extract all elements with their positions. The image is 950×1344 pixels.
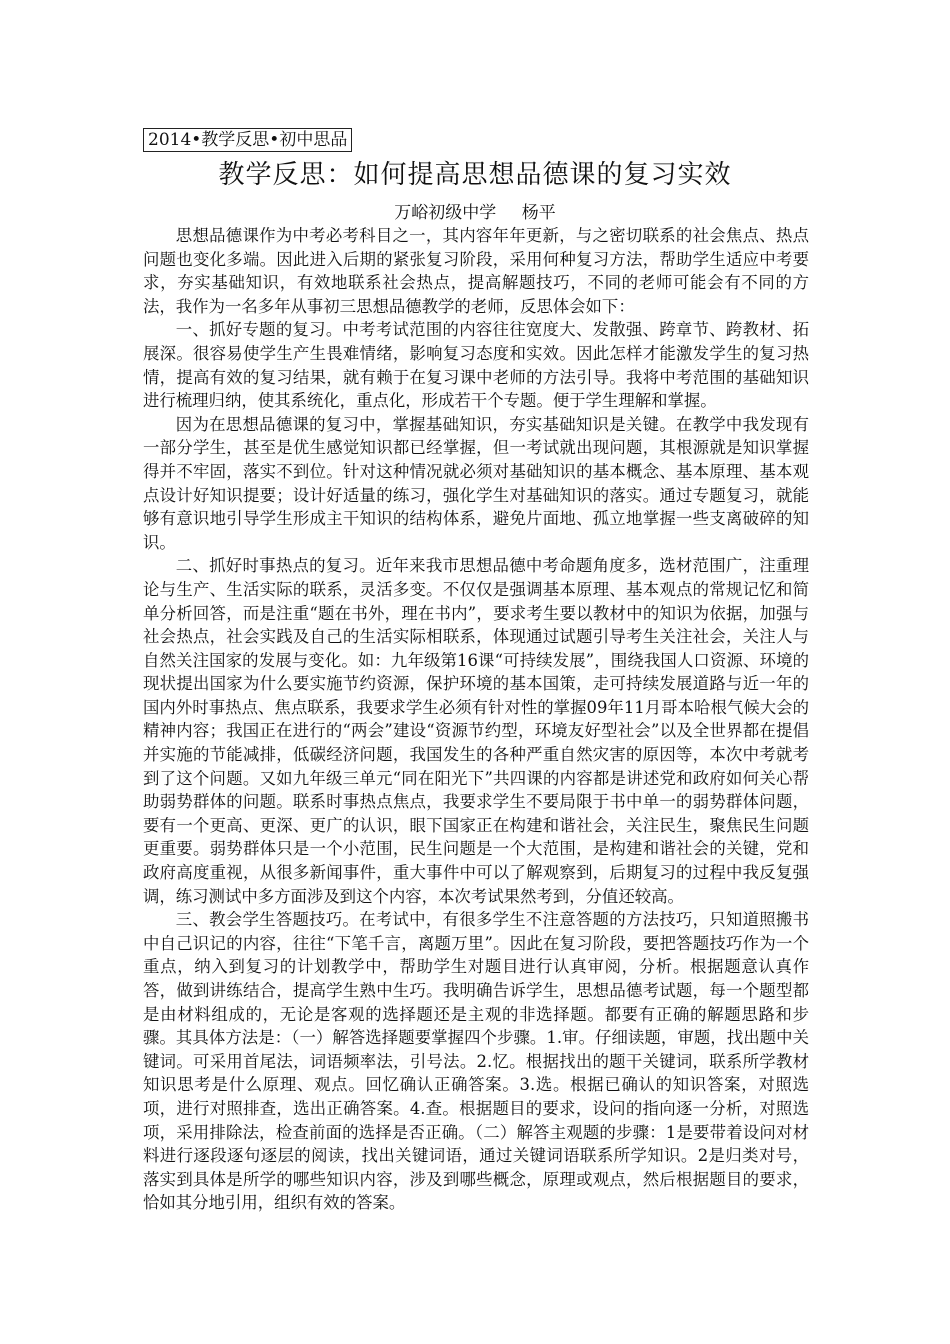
- paragraph-section-2: 二、抓好时事热点的复习。近年来我市思想品德中考命题角度多，选材范围广，注重理论与生产、生活实际的联系，灵活多变。不仅仅是强调基本原理、基本观点的常规记忆和简单分析回答，而是注重“题在书外，理在书内”，要求考生要以教材中的知识为依据，加强与社会热点，社会实践及自己的生活实际相联系，体现通过试题引导考生关注社会，关注人与自然关注国家的发展与变化。如：九年级第16课“可持续发展”，围绕我国人口资源、环境的现状提出国家为什么要实施节约资源，保护环境的基本国策，走可持续发展道路与近一年的国内外时事热点、焦点联系，我要求学生必须有针对性的掌握09年11月哥本哈根气候大会的精神内容；我国正在进行的“两会”建设“资源节约型，环境友好型社会”以及全世界都在提倡并实施的节能减排，低碳经济问题，我国发生的各种严重自然灾害的原因等，本次中考就考到了这个问题。又如九年级三单元“同在阳光下”共四课的内容都是讲述党和政府如何关心帮助弱势群体的问题。联系时事热点焦点，我要求学生不要局限于书中单一的弱势群体问题，要有一个更高、更深、更广的认识，眼下国家正在构建和谐社会，关注民生，聚焦民生问题更重要。弱势群体只是一个小范围，民生问题是一个大范围，是构建和谐社会的关键，党和政府高度重视，从很多新闻事件，重大事件中可以了解观察到，后期复习的过程中我反复强调，练习测试中多方面涉及到这个内容，本次考试果然考到，分值还较高。: [143, 556, 809, 906]
- article-body: [143, 224, 809, 1215]
- page-title: 教学反思：如何提高思想品德课的复习实效: [218, 160, 732, 190]
- paragraph-section-3: 三、教会学生答题技巧。在考试中，有很多学生不注意答题的方法技巧，只知道照搬书中自己识记的内容，往往“下笔千言，离题万里”。因此在复习阶段，要把答题技巧作为一个重点，纳入到复习的计划教学中，帮助学生对题目进行认真审阅，分析。根据题意认真作答，做到讲练结合，提高学生熟中生巧。我明确告诉学生，思想品德考试题，每一个题型都是由材料组成的，无论是客观的选择题还是主观的非选择题。都要有正确的解题思路和步骤。其具体方法是：（一）解答选择题要掌握四个步骤。1.审。仔细读题，审题，找出题中关键词。可采用首尾法，词语频率法，引号法。2.忆。根据找出的题干关键词，联系所学教材知识思考是什么原理、观点。回忆确认正确答案。3.选。根据已确认的知识答案，对照选项，进行对照排查，选出正确答案。4.查。根据题目的要求，设问的指向逐一分析，对照选项，采用排除法，检查前面的选择是否正确。（二）解答主观题的步骤：1是要带着设问对材料进行逐段逐句逐层的阅读，找出关键词语，通过关键词语联系所学知识。2是归类对号，落实到具体是所学的哪些知识内容，涉及到哪些概念，原理或观点，然后根据题目的要求，恰如其分地引用，组织有效的答案。: [143, 910, 809, 1213]
- author-byline: 万峪初级中学 杨平: [394, 203, 556, 223]
- paragraph-section-1: 一、抓好专题的复习。中考考试范围的内容往往宽度大、发散强、跨章节、跨教材、拓展深。很容易使学生产生畏难情绪，影响复习态度和实效。因此怎样才能激发学生的复习热情，提高有效的复习结果，就有赖于在复习课中老师的方法引导。我将中考范围的基础知识进行梳理归纳，使其系统化，重点化，形成若干个专题。便于学生理解和掌握。: [143, 320, 809, 411]
- paragraph-section-1-cont: 因为在思想品德课的复习中，掌握基础知识，夯实基础知识是关键。在教学中我发现有一部分学生，甚至是优生感觉知识都已经掌握，但一考试就出现问题，其根源就是知识掌握得并不牢固，落实不到位。针对这种情况就必须对基础知识的基本概念、基本原理、基本观点设计好知识提要；设计好适量的练习，强化学生对基础知识的落实。通过专题复习，就能够有意识地引导学生形成主干知识的结构体系，避免片面地、孤立地掌握一些支离破碎的知识。: [143, 414, 809, 552]
- paragraph-intro: 思想品德课作为中考必考科目之一，其内容年年更新，与之密切联系的社会焦点、热点问题也变化多端。因此进入后期的紧张复习阶段，采用何种复习方法，帮助学生适应中考要求，夯实基础知识，有效地联系社会热点，提高解题技巧，不同的老师可能会有不同的方法，我作为一名多年从事初三思想品德教学的老师，反思体会如下：: [143, 226, 809, 316]
- header-tag: 2014•教学反思•初中思品: [143, 128, 352, 152]
